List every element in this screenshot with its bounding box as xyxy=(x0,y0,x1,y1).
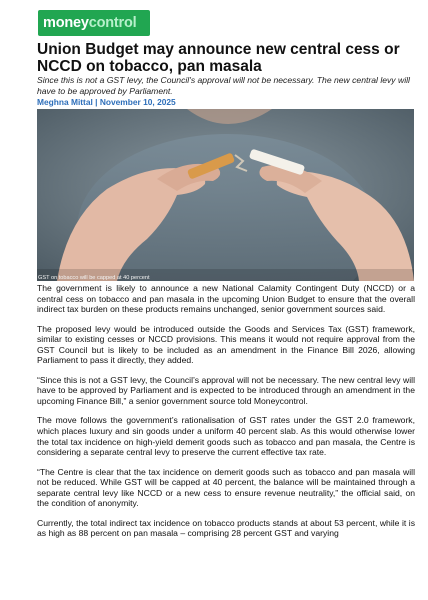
article-paragraph-4: The move follows the government’s rationalisation of GST rates under the GST 2.0 framework, which places luxury and sin goods under a uniform 40 percent slab. As this would otherwise lower the total tax incidence on high-yield demerit goods such as tobacco and pan masala, the Centre is considering a separate central levy to preserve the current effective tax rate. xyxy=(37,415,415,458)
logo-money-text: money xyxy=(43,15,89,31)
article-photo xyxy=(37,109,414,281)
article-paragraph-6: Currently, the total indirect tax incidence on tobacco products stands at about 53 percent, while it is as high as 88 percent on pan masala – comprising 28 percent GST and varying xyxy=(37,517,415,539)
article-paragraph-1: The government is likely to announce a new National Calamity Contingent Duty (NCCD) or a central cess on tobacco and pan masala in the upcoming Union Budget to ensure that the overall indirect tax burden on these products remains unchanged, senior government sources said. xyxy=(37,283,415,315)
article-deck: Since this is not a GST levy, the Council's approval will not be necessary. The new central levy will have to be approved by Parliament. xyxy=(37,75,410,96)
article-paragraph-3: “Since this is not a GST levy, the Council’s approval will not be necessary. The new central levy will have to be approved by Parliament and is expected to be introduced through an amendment in the upcoming Finance Bill,” a senior government source told Moneycontrol. xyxy=(37,374,415,406)
moneycontrol-logo[interactable] xyxy=(38,10,150,36)
hands-breaking-cigarette-image xyxy=(37,109,414,281)
article-headline: Union Budget may announce new central cess or NCCD on tobacco, pan masala xyxy=(37,41,400,75)
logo-control-text: control xyxy=(88,15,137,31)
article-body xyxy=(37,283,415,548)
article-paragraph-5: “The Centre is clear that the tax incidence on demerit goods such as tobacco and pan masala will not be reduced. While GST will be capped at 40 percent, the balance will be maintained through a separate central levy like NCCD or a new cess to ensure revenue neutrality,” the official said, on the condition of anonymity. xyxy=(37,466,415,509)
photo-caption: GST on tobacco will be capped at 40 percent xyxy=(38,275,150,281)
article-byline[interactable]: Meghna Mittal | November 10, 2025 xyxy=(37,97,176,107)
article-paragraph-2: The proposed levy would be introduced outside the Goods and Services Tax (GST) framework, similar to existing cesses or NCCD provisions. This means it would not require approval from the GST Council but is likely to be included as an amendment in the Finance Bill 2026, allowing Parliament to pass it directly, they added. xyxy=(37,323,415,366)
